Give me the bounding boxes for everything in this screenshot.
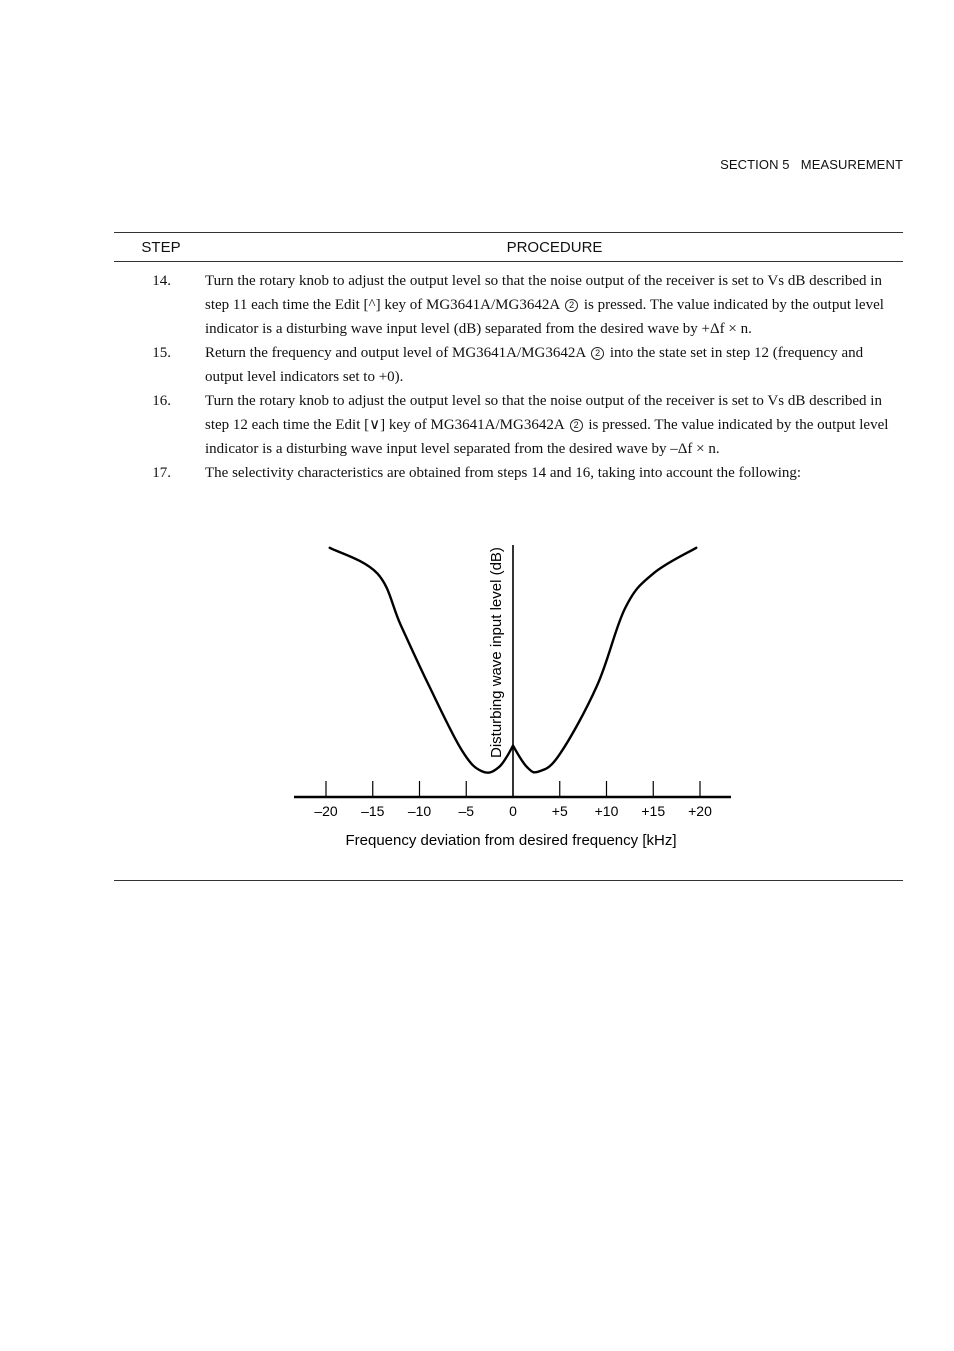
y-axis-label: Disturbing wave input level (dB) bbox=[488, 547, 505, 758]
step-text-part: into the state set in step 12 (frequency and output level indicators set to +0). bbox=[205, 345, 864, 385]
step-text bbox=[205, 461, 903, 485]
x-axis-label: Frequency deviation from desired frequency [kHz] bbox=[345, 832, 677, 849]
selectivity-figure bbox=[0, 520, 954, 860]
circled-marker: 2 bbox=[591, 347, 604, 360]
step-text bbox=[205, 341, 903, 389]
step-number: 16. bbox=[152, 393, 171, 409]
x-tick-label: +15 bbox=[641, 803, 666, 819]
circled-marker: 2 bbox=[565, 299, 578, 312]
table-row bbox=[114, 461, 903, 485]
x-tick-label: –10 bbox=[407, 803, 432, 819]
step-number: 15. bbox=[152, 345, 171, 361]
step-number: 14. bbox=[152, 273, 171, 289]
x-tick-label: 0 bbox=[509, 803, 517, 819]
x-tick-label: +10 bbox=[594, 803, 619, 819]
x-tick-label: –15 bbox=[361, 803, 385, 819]
step-text-part: is pressed. The value indicated by the output level indicator is a disturbing wave input level (dB) separated from the desired wave by +Δf × n. bbox=[205, 297, 884, 337]
x-tick-label: –5 bbox=[458, 803, 475, 819]
step-text-part: is pressed. The value indicated by the output level indicator is a disturbing wave input level separated from the desired wave by –Δf × n. bbox=[205, 417, 889, 457]
bottom-rule bbox=[114, 880, 903, 881]
x-tick-label: +20 bbox=[688, 803, 712, 819]
procedure-column-header: PROCEDURE bbox=[506, 238, 603, 256]
x-tick-label: –20 bbox=[314, 803, 338, 819]
table-row bbox=[114, 269, 903, 341]
step-text bbox=[205, 269, 903, 341]
circled-marker: 2 bbox=[570, 419, 583, 432]
table-row bbox=[114, 389, 903, 461]
step-text-part: Turn the rotary knob to adjust the output level so that the noise output of the receiver is set to Vs dB described in step 11 each time the Edit [^] key of MG3641A/MG3642A bbox=[205, 273, 882, 313]
procedure-rows bbox=[114, 262, 903, 485]
step-column-header: STEP bbox=[141, 238, 181, 256]
section-header: SECTION 5 MEASUREMENT bbox=[720, 157, 903, 172]
selectivity-chart bbox=[0, 520, 954, 860]
table-header bbox=[114, 233, 903, 262]
step-text-part: Return the frequency and output level of MG3641A/MG3642A bbox=[205, 345, 590, 361]
step-text bbox=[205, 389, 903, 461]
x-tick-label: +5 bbox=[551, 803, 568, 819]
table-row bbox=[114, 341, 903, 389]
step-number: 17. bbox=[152, 465, 171, 481]
procedure-table bbox=[114, 232, 903, 485]
step-text-part: Turn the rotary knob to adjust the output level so that the noise output of the receiver is set to Vs dB described in step 12 each time the Edit [∨] key of MG3641A/MG3642A bbox=[205, 393, 882, 433]
step-text-part: The selectivity characteristics are obtained from steps 14 and 16, taking into account the following: bbox=[205, 465, 802, 481]
